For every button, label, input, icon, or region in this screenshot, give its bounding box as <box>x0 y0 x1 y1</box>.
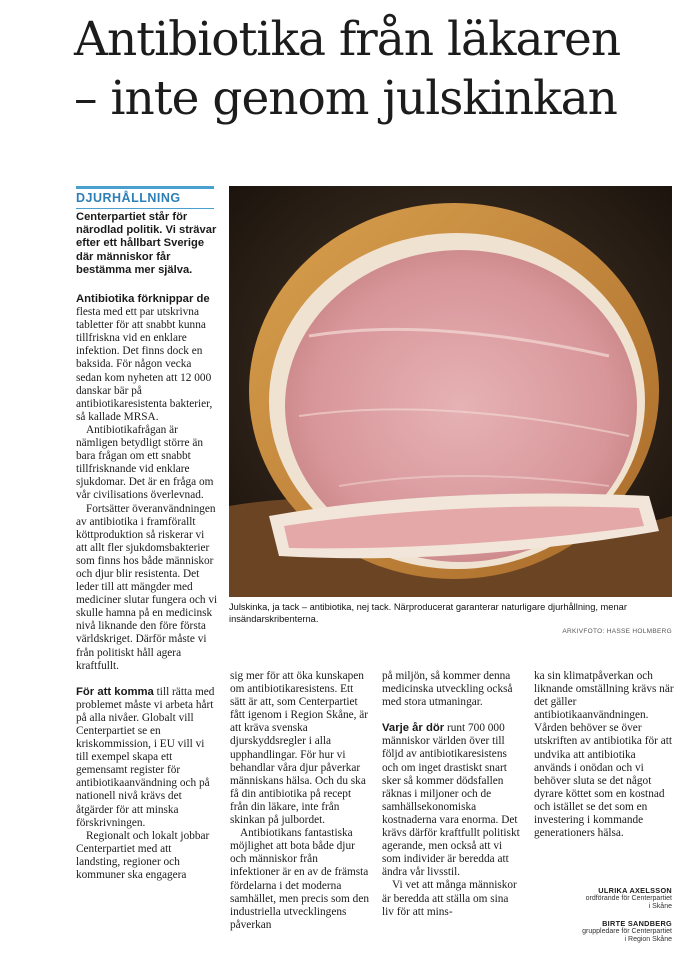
ingress: Centerpartiet står för närodlad politik. Vi strävar efter ett hållbart Sverige där människor får bestämma mer själva. <box>76 211 217 276</box>
headline-line-1: Antibiotika från läkaren <box>74 12 621 67</box>
col3-paragraph-2-body: runt 700 000 människor världen över till följd av antibiotikaresistens och om inget drastiskt snart sker så kommer dödsfallen räknas i miljoner och de samhällsekonomiska kostnaderna vara enorma. Det krävs därför kraftfullt politiskt agerande, men också att vi som individer är beredda att ändra vår livsstil. <box>382 722 520 879</box>
col3-paragraph-3: Vi vet att många människor är beredda att ställa om sina liv för att mins- <box>382 879 517 918</box>
signature-2-name: BIRTE SANDBERG <box>602 919 672 928</box>
kicker-label: DJURHÅLLNING <box>76 191 181 205</box>
headline-line-2: – inte genom julskinkan <box>74 71 617 126</box>
signature-1 <box>586 886 672 912</box>
ham-illustration <box>229 186 672 597</box>
article-column-3 <box>382 670 520 919</box>
paragraph-2: Antibiotikafrågan är nämligen betydligt större än bara frågan om ett snabbt tillfrisknande vid enklare sjukdomar. Det är en fråga om vår civilisations överlevnad. <box>76 423 214 502</box>
photo-credit: ARKIVFOTO: HASSE HOLMBERG <box>562 628 672 635</box>
paragraph-4 <box>76 686 218 830</box>
kicker-rule <box>76 208 214 209</box>
signature-1-name: ULRIKA AXELSSON <box>598 886 672 895</box>
col4-paragraph-1: ka sin klimatpåverkan och liknande omställning krävs när det gäller antibiotikaanvändningen. Vården behöver se över utskriften av antibiotika för att undvika att antibiotika används i onödan och vi behöver sluta se det något dyrare köttet som en kostnad och istället se det som en investering i kommande generationers hälsa. <box>534 670 674 840</box>
ham-photo <box>229 186 672 597</box>
col3-paragraph-2-lead: Varje år dör <box>382 722 445 735</box>
article-column-2 <box>230 670 370 932</box>
photo-caption: Julskinka, ja tack – antibiotika, nej tack. Närproducerat garanterar naturligare djurhållning, menar insändarskribenterna. <box>229 602 627 624</box>
paragraph-4-lead: För att komma <box>76 685 154 698</box>
col2-paragraph-1: sig mer för att öka kunskapen om antibiotikaresistens. Ett sätt är att, som Centerpartiet fått igenom i Region Skåne, är att kräva svenska djurskyddsregler i alla upphandlingar. För hur vi behandlar våra djur påverkar människans hälsa. Och du ska få din antibiotika på recept från din läkare, inte från skinkan på julbordet. <box>230 670 369 827</box>
headline <box>74 10 684 128</box>
signature-1-region: i Skåne <box>648 903 672 911</box>
article-column-1 <box>76 211 218 882</box>
paragraph-1-body: flesta med ett par utskrivna tabletter för att snabbt kunna tillfriskna vid en enklare infektion. Det finns dock en baksida. För någon vecka sedan kom nyheten att 12 000 danskar bär på antibiotikaresistenta bakterier, så kallade MRSA. <box>76 306 213 423</box>
section-kicker <box>76 186 214 209</box>
signature-2-role: gruppledare för Centerpartiet <box>582 928 672 935</box>
paragraph-4-body: till rätta med problemet måste vi arbeta hårt på alla nivåer. Globalt vill Centerpartiet se en kriskommission, i EU vill vi till exempel skapa ett gemensamt register för antibiotikaanvändning och på nationell nivå krävs det åtgärder för att minska förskrivningen. <box>76 685 215 829</box>
article-column-4 <box>534 670 674 840</box>
signature-1-role: ordförande för Centerpartiet <box>585 895 672 902</box>
col2-paragraph-2: Antibiotikans fantastiska möjlighet att bota både djur och människor från infektioner är en av de främsta fördelarna i det moderna samhället, men precis som den industriella utvecklingens påverkan <box>230 827 369 931</box>
paragraph-3: Fortsätter överanvändningen av antibiotika i framförallt köttproduktion så riskerar vi att allt fler sjukdomsbakterier som finns hos både människor och djur blir resistenta. Det leder till att mängder med mediciner slutar fungera och vi skulle hamna på en medicinsk nivå liknande den före första världskriget. Därför måste vi från politiskt håll agera kraftfullt. <box>76 502 218 672</box>
signature-2 <box>582 919 672 945</box>
paragraph-1-lead: Antibiotika förknippar de <box>76 293 210 306</box>
paragraph-1 <box>76 293 218 424</box>
col3-paragraph-1: på miljön, så kommer denna medicinska utveckling också med stora utmaningar. <box>382 670 513 709</box>
signature-2-region: i Region Skåne <box>624 936 672 944</box>
col3-paragraph-2 <box>382 722 520 879</box>
paragraph-5: Regionalt och lokalt jobbar Centerpartiet med att landsting, regioner och kommuner ska engagera <box>76 829 210 882</box>
